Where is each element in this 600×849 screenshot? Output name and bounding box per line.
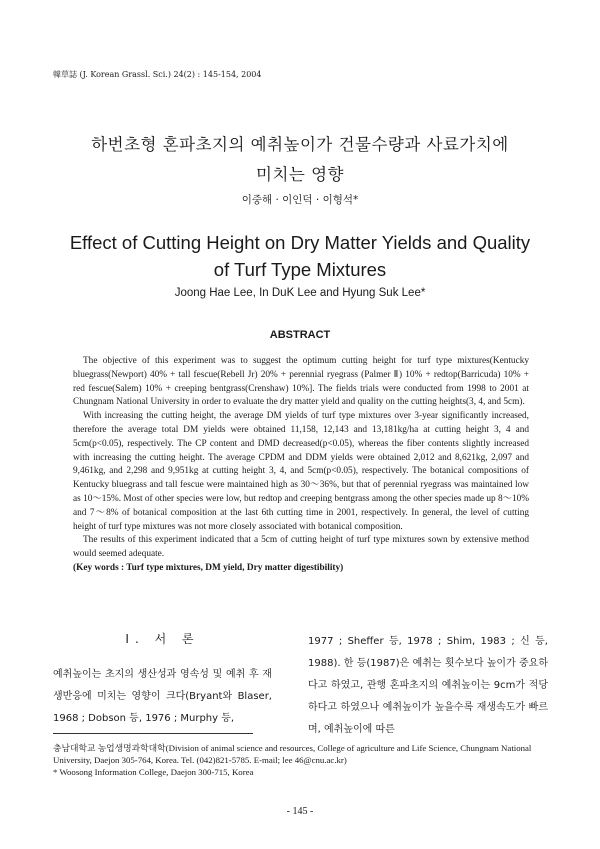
abstract-keywords: (Key words : Turf type mixtures, DM yield, Dry matter digestibility)	[73, 562, 344, 573]
abstract-body	[73, 355, 529, 576]
footnote-divider	[53, 733, 253, 734]
journal-reference: 韓草誌 (J. Korean Grassl. Sci.) 24(2) : 145-154, 2004	[53, 70, 262, 79]
abstract-paragraph: The objective of this experiment was to suggest the optimum cutting height for turf type mixtures(Kentucky bluegrass(Newport) 40% + tall fescue(Rebell Jr) 20% + perennial ryegrass (Palmer Ⅱ) 10% + redtop(Barricuda) 10% + red fescue(Salem) 10% + creeping bentgrass(Crenshaw) 10%]. The fields trials were conducted from 1998 to 2001 at Chungnam National University in order to evaluate the dry matter yield and quality on the cutting heights(3, 4, and 5cm).	[73, 356, 529, 408]
english-title-line-2: of Turf Type Mixtures	[213, 259, 387, 280]
section-heading-introduction: Ⅰ. 서 론	[125, 632, 200, 646]
abstract-paragraph: The results of this experiment indicated that a 5cm of cutting height of turf type mixtures sown by extensive method would seemed adequate.	[73, 535, 529, 560]
introduction-right-column: 1977 ; Sheffer 등, 1978 ; Shim, 1983 ; 신 등, 1988). 한 등(1987)은 예취는 횟수보다 높이가 중요하다고 하였고, 관행 혼파초지의 예취높이는 9cm가 적당하다고 하였으나 예취높이가 높을수록 재생속도가 빠르며, 예취높이에 따른	[308, 636, 548, 735]
korean-title-line-2: 미치는 영향	[256, 165, 344, 184]
footnote-affiliation: 충남대학교 농업생명과학대학(Division of animal science and resources, College of agriculture and Life Science, Chungnam National University, Daejon 305-764, Korea. Tel. (042)821-5785. E-mail; lee 46@cnu.ac.kr)	[53, 743, 532, 766]
abstract-heading: ABSTRACT	[269, 329, 331, 341]
english-title-line-1: Effect of Cutting Height on Dry Matter Yields and Quality	[69, 232, 531, 253]
page-number: - 145 -	[286, 806, 314, 817]
korean-title-line-1: 하번초형 혼파초지의 예취높이가 건물수량과 사료가치에	[91, 135, 509, 154]
korean-authors: 이중해 · 이인덕 · 이형석*	[241, 194, 359, 206]
english-authors: Joong Hae Lee, In DuK Lee and Hyung Suk Lee*	[174, 287, 426, 299]
abstract-paragraph: With increasing the cutting height, the average DM yields of turf type mixtures over 3-year significantly increased, therefore the average total DM yields were obtained 11,158, 12,143 and 13,181kg/ha at cutting height 3, 4 and 5cm(p<0.05), respectively. The CP content and DMD decreased(p<0.05), whereas the fiber contents slightly increased with increasing the cutting height. The average CPDM and DDM yields were obtained 2,012 and 8,621kg, 2,097 and 9,461kg, and 2,298 and 9,951kg at cutting height 3, 4, and 5cm(p<0.05), respectively. The botanical compositions of Kentucky bluegrass and tall fescue were maintained high as 30～36%, but that of perennial ryegrass was maintained low as 10～15%. Most of other species were low, but redtop and creeping bentgrass among the other species made up 8～10% and 7～8% of botanical composition at the last 6th cutting time in 2001, respectively. In general, the level of cutting height of turf type mixtures was not more closely associated with botanical composition.	[73, 411, 529, 532]
introduction-left-column: 예취높이는 초지의 생산성과 영속성 및 예취 후 재생반응에 미치는 영향이 크다(Bryant와 Blaser, 1968 ; Dobson 등, 1976 ; Murphy 등,	[53, 669, 272, 724]
footnotes	[53, 742, 548, 779]
footnote-affiliation: * Woosong Information College, Daejon 300-715, Korea	[53, 767, 254, 778]
